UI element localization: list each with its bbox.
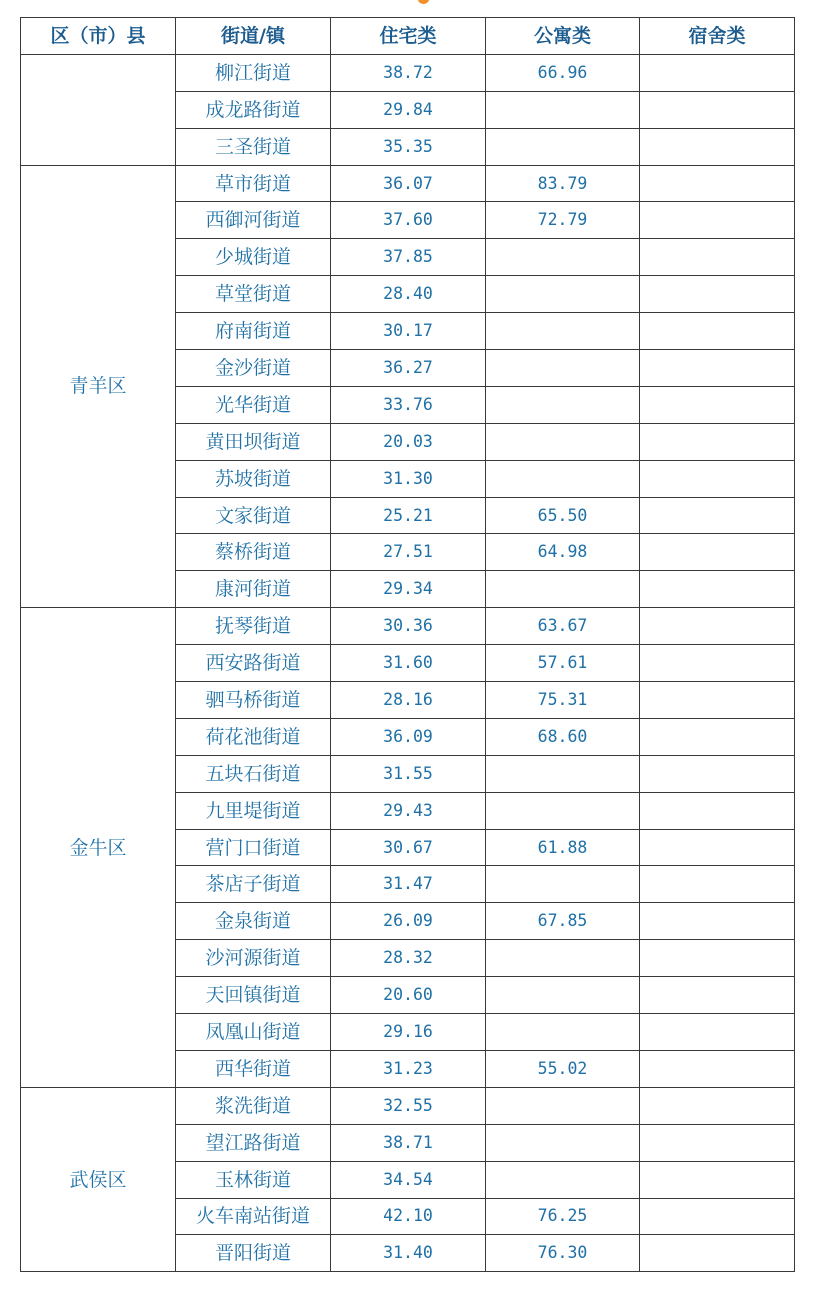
header-street: 街道/镇 [176,18,331,55]
apartment-price-cell: 76.30 [486,1235,640,1272]
dormitory-price-cell [640,1235,795,1272]
street-cell: 西安路街道 [176,645,331,682]
apartment-price-cell: 65.50 [486,497,640,534]
apartment-price-cell [486,239,640,276]
dormitory-price-cell [640,1198,795,1235]
apartment-price-cell: 76.25 [486,1198,640,1235]
dormitory-price-cell [640,202,795,239]
apartment-price-cell [486,91,640,128]
table-row [21,165,795,202]
apartment-price-cell: 57.61 [486,645,640,682]
street-cell: 营门口街道 [176,829,331,866]
dormitory-price-cell [640,645,795,682]
apartment-price-cell [486,1161,640,1198]
table-row [21,1087,795,1124]
dormitory-price-cell [640,386,795,423]
dormitory-price-cell [640,608,795,645]
street-cell: 光华街道 [176,386,331,423]
street-cell: 成龙路街道 [176,91,331,128]
street-cell: 驷马桥街道 [176,682,331,719]
residential-price-cell: 31.40 [331,1235,486,1272]
apartment-price-cell [486,313,640,350]
dormitory-price-cell [640,239,795,276]
dormitory-price-cell [640,829,795,866]
residential-price-cell: 30.67 [331,829,486,866]
district-cell: 武侯区 [21,1087,176,1271]
district-cell: 金牛区 [21,608,176,1088]
dormitory-price-cell [640,866,795,903]
dormitory-price-cell [640,91,795,128]
dormitory-price-cell [640,571,795,608]
residential-price-cell: 31.23 [331,1050,486,1087]
dormitory-price-cell [640,350,795,387]
residential-price-cell: 26.09 [331,903,486,940]
residential-price-cell: 35.35 [331,128,486,165]
residential-price-cell: 31.30 [331,460,486,497]
dormitory-price-cell [640,755,795,792]
dormitory-price-cell [640,276,795,313]
residential-price-cell: 30.36 [331,608,486,645]
street-cell: 柳江街道 [176,54,331,91]
residential-price-cell: 25.21 [331,497,486,534]
street-cell: 凤凰山街道 [176,1014,331,1051]
dormitory-price-cell [640,1050,795,1087]
apartment-price-cell: 83.79 [486,165,640,202]
residential-price-cell: 31.55 [331,755,486,792]
header-dormitory: 宿舍类 [640,18,795,55]
residential-price-cell: 36.07 [331,165,486,202]
street-cell: 晋阳街道 [176,1235,331,1272]
table-row [21,54,795,91]
residential-price-cell: 20.60 [331,977,486,1014]
residential-price-cell: 36.09 [331,718,486,755]
residential-price-cell: 29.16 [331,1014,486,1051]
residential-price-cell: 29.34 [331,571,486,608]
residential-price-cell: 31.47 [331,866,486,903]
street-cell: 金沙街道 [176,350,331,387]
street-cell: 金泉街道 [176,903,331,940]
residential-price-cell: 31.60 [331,645,486,682]
apartment-price-cell [486,571,640,608]
residential-price-cell: 28.16 [331,682,486,719]
street-cell: 草堂街道 [176,276,331,313]
apartment-price-cell [486,940,640,977]
street-cell: 浆洗街道 [176,1087,331,1124]
residential-price-cell: 33.76 [331,386,486,423]
dormitory-price-cell [640,1124,795,1161]
street-cell: 九里堤街道 [176,792,331,829]
apartment-price-cell [486,977,640,1014]
apartment-price-cell: 55.02 [486,1050,640,1087]
street-cell: 黄田坝街道 [176,423,331,460]
apartment-price-cell [486,460,640,497]
street-cell: 天回镇街道 [176,977,331,1014]
residential-price-cell: 29.84 [331,91,486,128]
residential-price-cell: 28.32 [331,940,486,977]
residential-price-cell: 42.10 [331,1198,486,1235]
dormitory-price-cell [640,497,795,534]
apartment-price-cell [486,1087,640,1124]
residential-price-cell: 38.72 [331,54,486,91]
dormitory-price-cell [640,792,795,829]
apartment-price-cell [486,350,640,387]
residential-price-cell: 32.55 [331,1087,486,1124]
street-cell: 沙河源街道 [176,940,331,977]
dormitory-price-cell [640,54,795,91]
residential-price-cell: 20.03 [331,423,486,460]
residential-price-cell: 29.43 [331,792,486,829]
apartment-price-cell [486,755,640,792]
residential-price-cell: 37.60 [331,202,486,239]
street-cell: 茶店子街道 [176,866,331,903]
dormitory-price-cell [640,423,795,460]
header-residential: 住宅类 [331,18,486,55]
dormitory-price-cell [640,940,795,977]
apartment-price-cell: 72.79 [486,202,640,239]
header-row [21,18,795,55]
street-cell: 西华街道 [176,1050,331,1087]
apartment-price-cell [486,423,640,460]
dormitory-price-cell [640,682,795,719]
apartment-price-cell: 64.98 [486,534,640,571]
apartment-price-cell [486,276,640,313]
dormitory-price-cell [640,165,795,202]
apartment-price-cell [486,1014,640,1051]
street-cell: 文家街道 [176,497,331,534]
apartment-price-cell: 67.85 [486,903,640,940]
dormitory-price-cell [640,903,795,940]
apartment-price-cell: 66.96 [486,54,640,91]
apartment-price-cell: 61.88 [486,829,640,866]
residential-price-cell: 28.40 [331,276,486,313]
table-row [21,608,795,645]
district-cell: 青羊区 [21,165,176,608]
dormitory-price-cell [640,534,795,571]
street-cell: 抚琴街道 [176,608,331,645]
street-cell: 康河街道 [176,571,331,608]
street-cell: 少城街道 [176,239,331,276]
street-cell: 西御河街道 [176,202,331,239]
dormitory-price-cell [640,977,795,1014]
street-cell: 蔡桥街道 [176,534,331,571]
apartment-price-cell: 63.67 [486,608,640,645]
residential-price-cell: 36.27 [331,350,486,387]
dormitory-price-cell [640,1087,795,1124]
apartment-price-cell [486,1124,640,1161]
residential-price-cell: 27.51 [331,534,486,571]
street-cell: 望江路街道 [176,1124,331,1161]
residential-price-cell: 37.85 [331,239,486,276]
street-cell: 玉林街道 [176,1161,331,1198]
street-cell: 五块石街道 [176,755,331,792]
dormitory-price-cell [640,128,795,165]
apartment-price-cell [486,866,640,903]
orange-decoration [418,0,429,4]
district-cell [21,54,176,165]
apartment-price-cell [486,386,640,423]
residential-price-cell: 34.54 [331,1161,486,1198]
apartment-price-cell [486,792,640,829]
street-cell: 府南街道 [176,313,331,350]
apartment-price-cell [486,128,640,165]
dormitory-price-cell [640,460,795,497]
street-cell: 荷花池街道 [176,718,331,755]
street-cell: 三圣街道 [176,128,331,165]
dormitory-price-cell [640,313,795,350]
street-cell: 火车南站街道 [176,1198,331,1235]
apartment-price-cell: 75.31 [486,682,640,719]
apartment-price-cell: 68.60 [486,718,640,755]
header-district: 区（市）县 [21,18,176,55]
header-apartment: 公寓类 [486,18,640,55]
street-cell: 草市街道 [176,165,331,202]
residential-price-cell: 30.17 [331,313,486,350]
residential-price-cell: 38.71 [331,1124,486,1161]
street-cell: 苏坡街道 [176,460,331,497]
dormitory-price-cell [640,1014,795,1051]
dormitory-price-cell [640,718,795,755]
price-table [20,17,795,1272]
dormitory-price-cell [640,1161,795,1198]
